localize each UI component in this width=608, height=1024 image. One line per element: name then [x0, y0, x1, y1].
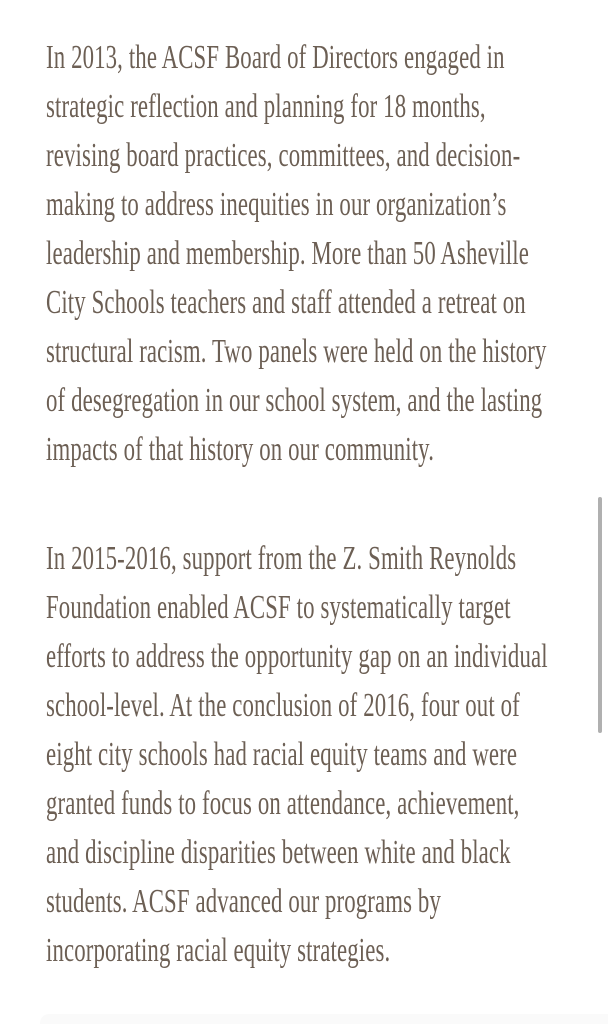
text-line: and discipline disparities between white and black — [46, 834, 511, 871]
text-line: incorporating racial equity strategies. — [46, 932, 391, 969]
text-line: revising board practices, committees, and decision- — [46, 137, 521, 174]
text-line: structural racism. Two panels were held on the history — [46, 333, 547, 370]
paragraph — [46, 534, 548, 975]
text-line: students. ACSF advanced our programs by — [46, 883, 441, 920]
next-section-card-edge — [40, 1015, 608, 1024]
text-line: leadership and membership. More than 50 Asheville — [46, 235, 529, 272]
text-line: efforts to address the opportunity gap on an individual — [46, 638, 548, 675]
text-line: of desegregation in our school system, and the lasting — [46, 382, 543, 419]
text-line: In 2015-2016, support from the Z. Smith Reynolds — [46, 540, 517, 577]
text-line: Foundation enabled ACSF to systematically target — [46, 589, 511, 626]
article-body — [46, 33, 608, 975]
text-line: impacts of that history on our community. — [46, 431, 435, 468]
paragraph — [46, 33, 547, 474]
text-line: strategic reflection and planning for 18 months, — [46, 88, 486, 125]
text-line: making to address inequities in our organization’s — [46, 186, 507, 223]
text-line: City Schools teachers and staff attended a retreat on — [46, 284, 526, 321]
vertical-scrollbar-thumb[interactable] — [598, 497, 602, 733]
text-line: eight city schools had racial equity teams and were — [46, 736, 518, 773]
text-line: school-level. At the conclusion of 2016, four out of — [46, 687, 520, 724]
text-line: In 2013, the ACSF Board of Directors engaged in — [46, 39, 505, 76]
text-line: granted funds to focus on attendance, achievement, — [46, 785, 520, 822]
